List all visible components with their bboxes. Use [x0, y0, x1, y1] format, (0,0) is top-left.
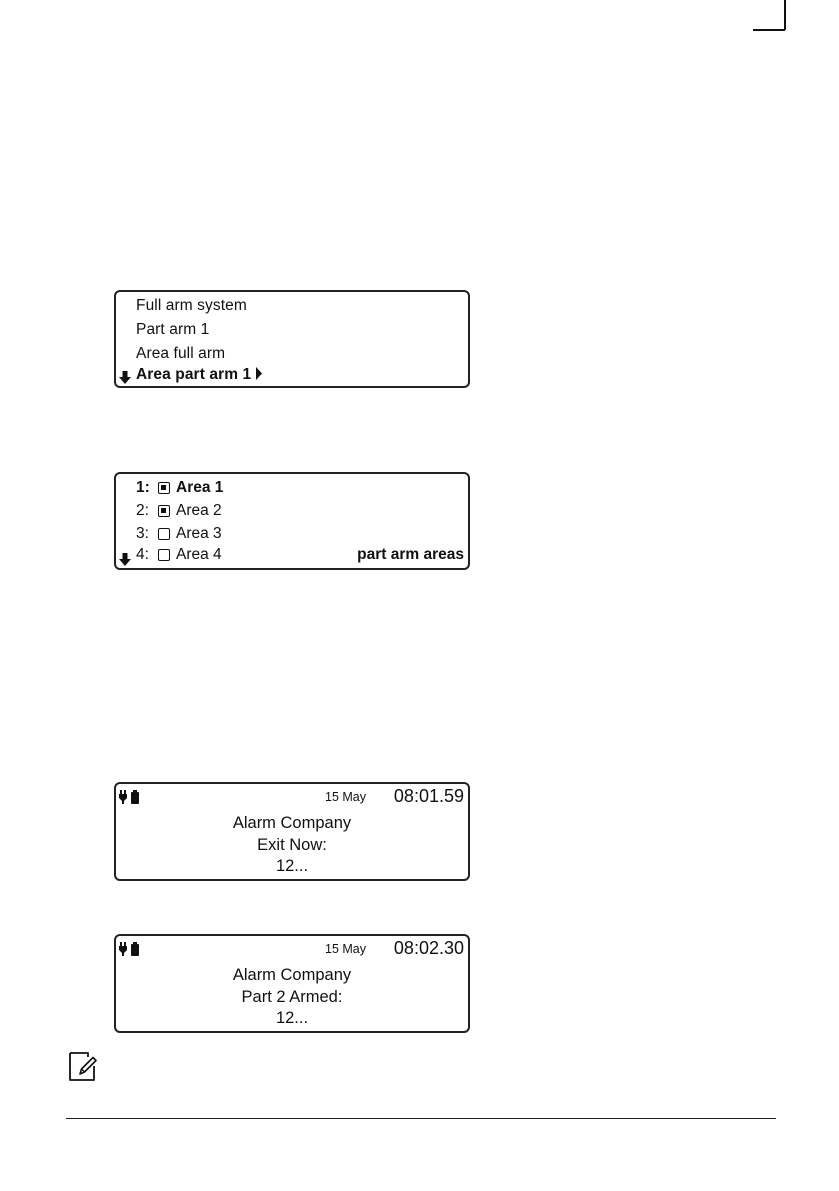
menu-item-area-full-arm[interactable]: Area full arm — [136, 345, 226, 362]
lcd-arm-menu — [114, 290, 470, 388]
mains-battery-icon — [119, 790, 141, 804]
checkbox-area-2[interactable] — [158, 505, 170, 517]
area-row-3[interactable]: 3: Area 3 — [136, 525, 222, 542]
time-readout: 08:01.59 — [393, 786, 464, 806]
status-text: Exit Now: — [257, 836, 327, 854]
lcd-exit-now — [114, 782, 470, 881]
note-pencil-icon — [66, 1050, 100, 1084]
mains-battery-icon — [119, 942, 141, 956]
mode-label: part arm areas — [357, 546, 464, 563]
menu-item-full-arm-system[interactable]: Full arm system — [136, 297, 247, 314]
armed-areas: 12... — [275, 857, 309, 875]
area-row-1[interactable]: 1: Area 1 — [136, 479, 224, 496]
checkbox-area-1[interactable] — [158, 482, 170, 494]
time-readout: 08:02.30 — [393, 938, 464, 958]
corner-crop-mark — [753, 0, 793, 38]
area-row-2[interactable]: 2: Area 2 — [136, 502, 222, 519]
checkbox-area-4[interactable] — [158, 549, 170, 561]
down-arrow-icon — [119, 371, 131, 385]
lcd-part-armed — [114, 934, 470, 1033]
menu-item-area-part-arm-1[interactable]: Area part arm 1 — [136, 365, 262, 385]
menu-item-part-arm-1[interactable]: Part arm 1 — [136, 321, 210, 338]
area-row-4[interactable]: 4: Area 4 — [136, 546, 222, 563]
footer-rule — [66, 1118, 776, 1119]
company-name: Alarm Company — [232, 814, 352, 832]
status-text: Part 2 Armed: — [241, 988, 343, 1006]
lcd-area-selection — [114, 472, 470, 570]
date-readout: 15 May — [325, 942, 366, 956]
down-arrow-icon — [119, 553, 131, 567]
date-readout: 15 May — [325, 790, 366, 804]
checkbox-area-3[interactable] — [158, 528, 170, 540]
armed-areas: 12... — [275, 1009, 309, 1027]
right-caret-icon — [256, 367, 262, 380]
company-name: Alarm Company — [232, 966, 352, 984]
